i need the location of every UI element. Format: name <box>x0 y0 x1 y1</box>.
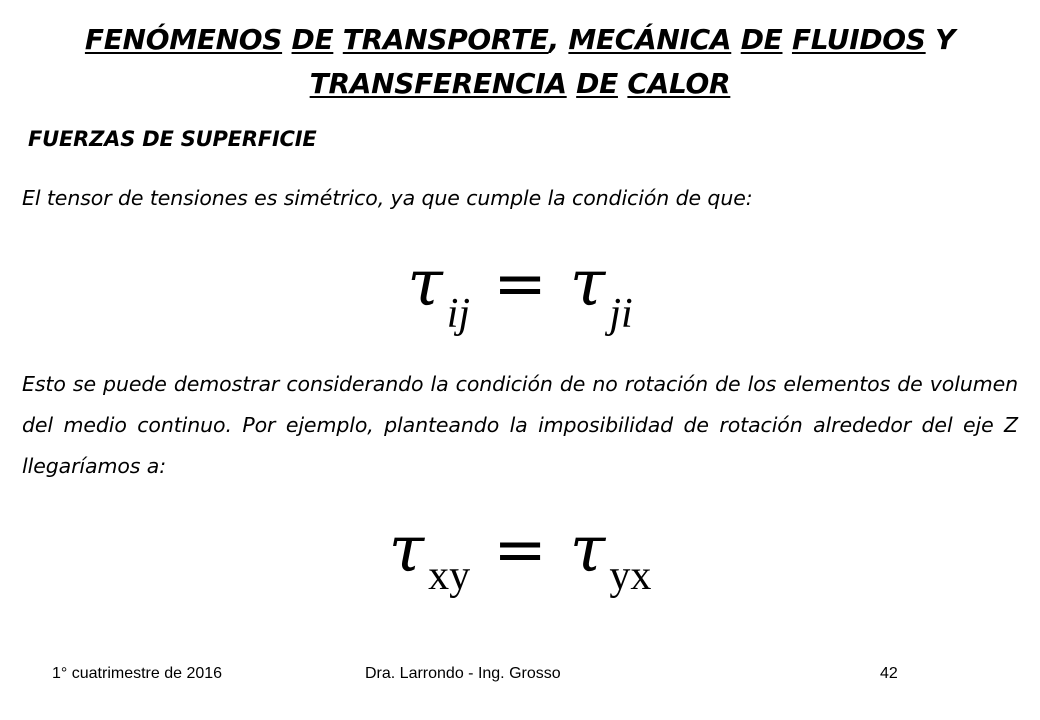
slide-title <box>40 18 1000 106</box>
section-heading: FUERZAS DE SUPERFICIE <box>28 127 317 151</box>
title-word: DE <box>740 23 783 56</box>
equals-sign: = <box>493 247 547 321</box>
footer-authors: Dra. Larrondo - Ing. Grosso <box>365 665 561 682</box>
equation-tau-xy <box>0 510 1040 599</box>
subscript: ji <box>609 291 633 337</box>
title-line-1 <box>40 18 1000 62</box>
title-word: DE <box>291 23 334 56</box>
paragraph-rotation-condition: Esto se puede demostrar considerando la condición de no rotación de los elementos de volumen del medio continuo. Por ejemplo, planteando la imposibilidad de rotación alrededor del eje Z llegaríamos a: <box>22 372 1018 478</box>
title-word: TRANSPORTE <box>342 23 549 56</box>
title-word: CALOR <box>627 67 731 100</box>
title-word: DE <box>576 67 618 100</box>
paragraph-symmetric-tensor: El tensor de tensiones es simétrico, ya que cumple la condición de que: <box>22 186 753 210</box>
title-line-2 <box>40 62 1000 106</box>
subscript: yx <box>609 553 652 599</box>
equals-sign: = <box>493 513 547 587</box>
equation-tau-ij <box>0 244 1040 337</box>
title-comma: , <box>548 23 559 56</box>
tau-symbol: τ <box>569 513 606 587</box>
title-word: Y <box>935 23 956 56</box>
footer-date: 1° cuatrimestre de 2016 <box>52 665 223 682</box>
tau-symbol: τ <box>388 513 425 587</box>
title-word: FENÓMENOS <box>84 23 283 56</box>
title-word: MECÁNICA <box>568 23 732 56</box>
title-word: FLUIDOS <box>791 23 926 56</box>
title-word: TRANSFERENCIA <box>309 67 567 100</box>
tau-symbol: τ <box>407 247 443 321</box>
tau-symbol: τ <box>569 247 606 321</box>
subscript: ij <box>446 291 471 337</box>
page-number: 42 <box>880 665 898 682</box>
subscript: xy <box>428 553 471 599</box>
